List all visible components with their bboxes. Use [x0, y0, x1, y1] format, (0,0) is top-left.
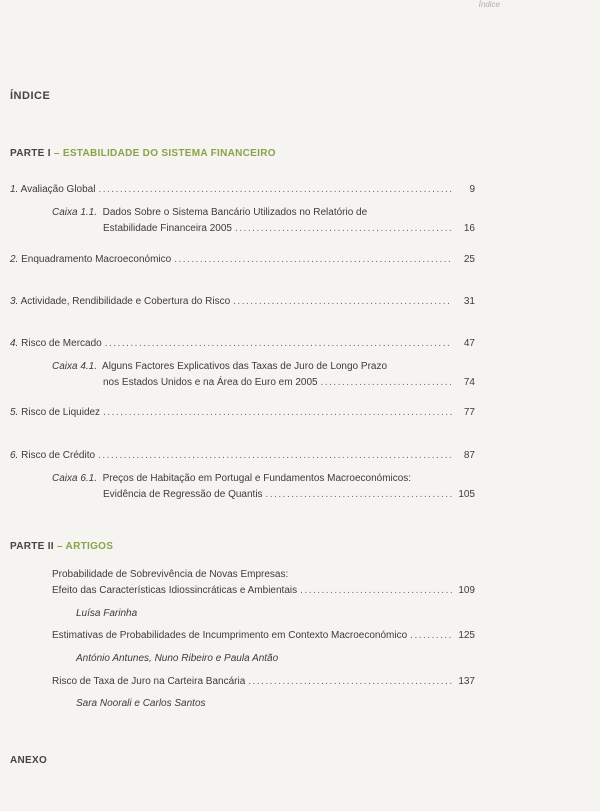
box-title-line1: Alguns Factores Explicativos das Taxas de Juro de Longo Prazo: [102, 361, 388, 372]
toc-page-number: 105: [458, 489, 475, 500]
part-1-title: ESTABILIDADE DO SISTEMA FINANCEIRO: [62, 148, 276, 159]
part-2-label: PARTE II: [10, 541, 54, 552]
part-1-heading: [10, 148, 276, 159]
box-entry-1-1-line2[interactable]: [103, 222, 475, 236]
article-3-authors: Sara Noorali e Carlos Santos: [76, 698, 206, 709]
article-3-entry[interactable]: [52, 675, 475, 689]
toc-page-number: 9: [469, 184, 475, 195]
leader-dots: [266, 488, 452, 502]
toc-entry-label: 2. Enquadramento Macroeconómico: [10, 254, 172, 265]
box-title-line1: Dados Sobre o Sistema Bancário Utilizados no Relatório de: [102, 207, 368, 218]
toc-entry-2[interactable]: [10, 253, 475, 267]
box-title-line2: nos Estados Unidos e na Área do Euro em 2005: [103, 377, 318, 388]
part-1-separator: –: [50, 148, 63, 159]
toc-entry-3[interactable]: [10, 295, 475, 309]
article-1-entry[interactable]: [52, 584, 475, 598]
box-number: Caixa 6.1.: [52, 473, 98, 484]
part-1-label: PARTE I: [10, 148, 51, 159]
part-2-separator: –: [53, 541, 66, 552]
toc-page-number: 16: [463, 223, 475, 234]
toc-page-number: 109: [458, 585, 475, 596]
part-2-title: ARTIGOS: [65, 541, 114, 552]
leader-dots: [321, 376, 452, 390]
leader-dots: [300, 584, 452, 598]
leader-dots: [98, 183, 452, 197]
leader-dots: [248, 675, 452, 689]
leader-dots: [174, 253, 452, 267]
box-title-line2: Estabilidade Financeira 2005: [103, 223, 232, 234]
toc-entry-label: 1. Avaliação Global: [10, 184, 96, 195]
leader-dots: [98, 449, 452, 463]
box-entry-6-1-line1[interactable]: [52, 472, 411, 486]
page-title: ÍNDICE: [10, 90, 51, 102]
article-1-authors: Luísa Farinha: [76, 608, 138, 619]
leader-dots: [105, 337, 452, 351]
running-head: Índice: [478, 0, 500, 9]
box-title-line1: Preços de Habitação em Portugal e Fundamentos Macroeconómicos:: [102, 473, 412, 484]
box-entry-4-1-line1[interactable]: [52, 360, 387, 374]
article-title: Estimativas de Probabilidades de Incumprimento em Contexto Macroeconómico: [52, 630, 408, 641]
toc-page-number: 25: [463, 254, 475, 265]
article-2-entry[interactable]: [52, 629, 475, 643]
toc-entry-label: 6. Risco de Crédito: [10, 450, 96, 461]
part-2-heading: [10, 541, 113, 552]
toc-page-number: 77: [463, 407, 475, 418]
article-title-line2: Efeito das Características Idiossincráticas e Ambientais: [52, 585, 298, 596]
article-title: Risco de Taxa de Juro na Carteira Bancária: [52, 676, 246, 687]
article-1-title-line1[interactable]: Probabilidade de Sobrevivência de Novas Empresas:: [52, 569, 289, 580]
toc-entry-label: 5. Risco de Liquidez: [10, 407, 101, 418]
leader-dots: [235, 222, 452, 236]
toc-page-number: 47: [463, 338, 475, 349]
toc-entry-6[interactable]: [10, 449, 475, 463]
toc-entry-4[interactable]: [10, 337, 475, 351]
toc-entry-label: 4. Risco de Mercado: [10, 338, 102, 349]
toc-page-number: 125: [458, 630, 475, 641]
toc-page-number: 137: [458, 676, 475, 687]
annex-heading[interactable]: ANEXO: [10, 755, 48, 766]
leader-dots: [103, 406, 452, 420]
leader-dots: [233, 295, 452, 309]
leader-dots: [410, 629, 452, 643]
toc-page-number: 31: [463, 296, 475, 307]
box-number: Caixa 1.1.: [52, 207, 98, 218]
box-entry-4-1-line2[interactable]: [103, 376, 475, 390]
box-title-line2: Evidência de Regressão de Quantis: [103, 489, 263, 500]
toc-page-number: 74: [463, 377, 475, 388]
toc-entry-label: 3. Actividade, Rendibilidade e Cobertura do Risco: [10, 296, 231, 307]
box-number: Caixa 4.1.: [52, 361, 98, 372]
box-entry-6-1-line2[interactable]: [103, 488, 475, 502]
toc-entry-1[interactable]: [10, 183, 475, 197]
toc-entry-5[interactable]: [10, 406, 475, 420]
box-entry-1-1-line1[interactable]: [52, 206, 367, 220]
toc-page-number: 87: [463, 450, 475, 461]
article-2-authors: António Antunes, Nuno Ribeiro e Paula Antão: [76, 653, 279, 664]
